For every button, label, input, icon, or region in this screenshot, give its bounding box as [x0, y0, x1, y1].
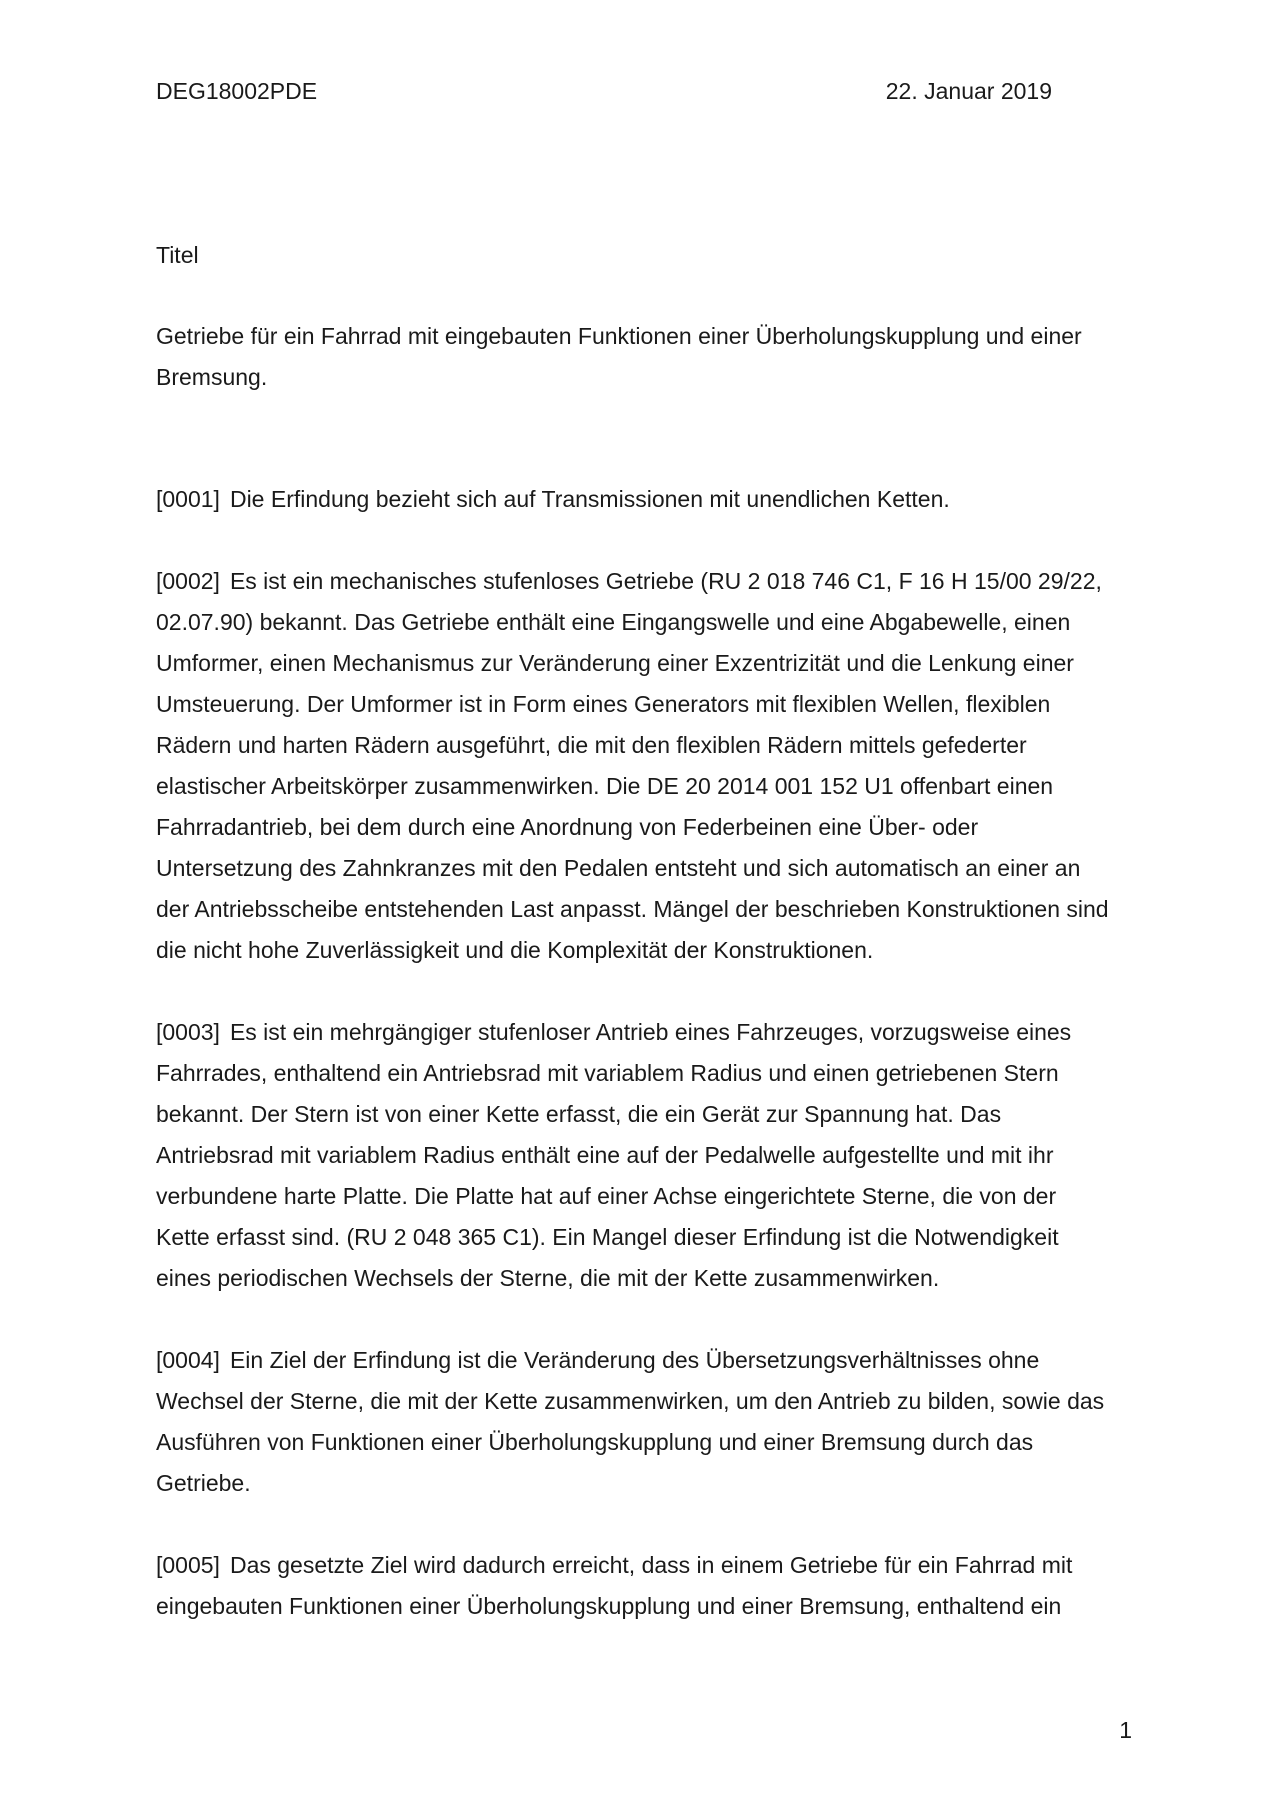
paragraph-number: [0002] [156, 568, 220, 594]
paragraph-0005 [156, 1545, 1116, 1627]
paragraph-text: Es ist ein mehrgängiger stufenloser Antrieb eines Fahrzeuges, vorzugsweise eines Fahrrades, enthaltend ein Antriebsrad mit variablem Radius und einen getriebenen Stern bekannt. Der Stern ist von einer Kette erfasst, die ein Gerät zur Spannung hat. Das Antriebsrad mit variablem Radius enthält eine auf der Pedalwelle aufgestellte und mit ihr verbundene harte Platte. Die Platte hat auf einer Achse eingerichtete Sterne, die von der Kette erfasst sind. (RU 2 048 365 C1). Ein Mangel dieser Erfindung ist die Notwendigkeit eines periodischen Wechsels der Sterne, die mit der Kette zusammenwirken. [156, 1019, 1072, 1291]
document-date: 22. Januar 2019 [885, 78, 1052, 104]
invention-title: Getriebe für ein Fahrrad mit eingebauten Funktionen einer Überholungskupplung und einer Bremsung. [156, 323, 1082, 390]
paragraph-0001 [156, 479, 1116, 520]
document-id: DEG18002PDE [156, 78, 318, 104]
paragraph-number: [0004] [156, 1347, 220, 1373]
paragraph-number: [0005] [156, 1552, 220, 1578]
paragraph-text: Ein Ziel der Erfindung ist die Veränderung des Übersetzungsverhältnisses ohne Wechsel der Sterne, die mit der Kette zusammenwirken, um den Antrieb zu bilden, sowie das Ausführen von Funktionen einer Überholungskupplung und einer Bremsung durch das Getriebe. [156, 1347, 1105, 1496]
paragraph-number: [0001] [156, 486, 220, 512]
paragraph-text: Es ist ein mechanisches stufenloses Getriebe (RU 2 018 746 C1, F 16 H 15/00 29/22, 02.07.90) bekannt. Das Getriebe enthält eine Eingangswelle und eine Abgabewelle, einen Umformer, einen Mechanismus zur Veränderung einer Exzentrizität und die Lenkung einer Umsteuerung. Der Umformer ist in Form eines Generators mit flexiblen Wellen, flexiblen Rädern und harten Rädern ausgeführt, die mit den flexiblen Rädern mittels gefederter elastischer Arbeitskörper zusammenwirken. Die DE 20 2014 001 152 U1 offenbart einen Fahrradantrieb, bei dem durch eine Anordnung von Federbeinen eine Über- oder Untersetzung des Zahnkranzes mit den Pedalen entsteht und sich automatisch an einer an der Antriebsscheibe entstehenden Last anpasst. Mängel der beschrieben Konstruktionen sind die nicht hohe Zuverlässigkeit und die Komplexität der Konstruktionen. [156, 568, 1109, 963]
paragraph-number: [0003] [156, 1019, 220, 1045]
page-number: 1 [1119, 1717, 1132, 1743]
section-heading: Titel [156, 242, 199, 268]
paragraph-0002 [156, 561, 1116, 971]
paragraph-0004 [156, 1340, 1116, 1504]
paragraph-0003 [156, 1012, 1116, 1299]
document-body [156, 235, 1116, 1668]
paragraph-text: Das gesetzte Ziel wird dadurch erreicht, dass in einem Getriebe für ein Fahrrad mit eingebauten Funktionen einer Überholungskupplung und einer Bremsung, enthaltend ein [156, 1552, 1073, 1619]
paragraph-text: Die Erfindung bezieht sich auf Transmissionen mit unendlichen Ketten. [229, 486, 950, 512]
